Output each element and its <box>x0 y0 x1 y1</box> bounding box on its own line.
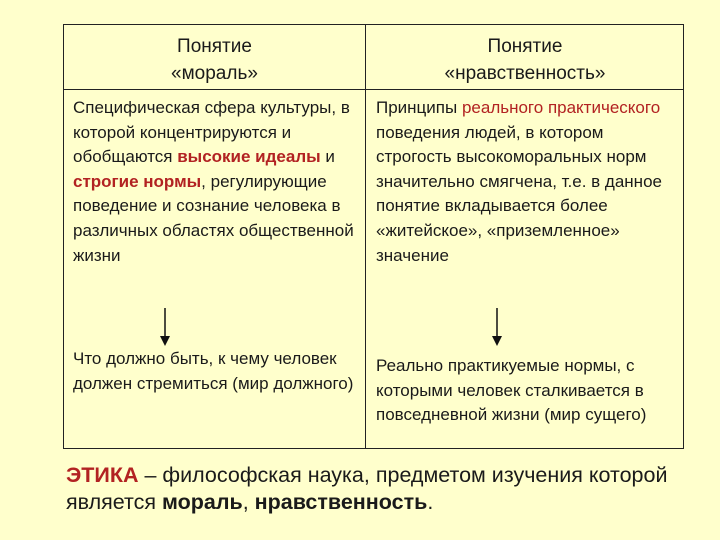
morality-definition-text1: Специфическая сфера культуры, в которой концентрируются и обобщаются <box>73 98 350 167</box>
down-arrow-icon <box>157 308 173 348</box>
header-divider <box>64 89 683 90</box>
footer-morality: мораль <box>161 490 243 514</box>
strict-norms-highlight: строгие нормы <box>73 171 202 191</box>
header-morality-line1: Понятие <box>177 36 252 57</box>
morality-definition-text2: и <box>320 147 335 167</box>
ethics-definition-footer <box>66 462 706 516</box>
header-ethics-line1: Понятие <box>487 36 563 57</box>
ethics-summary: Реально практикуемые нормы, с которыми человек сталкивается в повседневной жизни (мир сущего) <box>376 356 647 425</box>
comparison-table <box>63 24 684 449</box>
ethics-definition <box>376 96 681 268</box>
footer-ethics: нравственность <box>254 490 428 514</box>
morality-definition-text3: , регулирующие поведение и сознание человека в различных областях общественной жизни <box>73 171 354 265</box>
footer-separator: , <box>242 490 255 514</box>
real-practical-highlight: реального практического <box>461 98 661 117</box>
header-ethics-line2: «нравственность» <box>444 63 606 84</box>
header-morality <box>64 33 365 87</box>
footer-text1: – философская наука, предметом изучения которой является <box>66 463 668 514</box>
ethics-term: ЭТИКА <box>66 463 139 487</box>
header-ethics <box>366 33 684 87</box>
ethics-definition-text2: поведения людей, в котором строгость высокоморальных норм значительно смягчена, т.е. в данное понятие вкладывается более «житейское», «приземленное» значение <box>376 122 662 265</box>
morality-summary: Что должно быть, к чему человек должен стремиться (мир должного) <box>73 349 354 393</box>
header-morality-line2: «мораль» <box>171 63 258 84</box>
high-ideals-highlight: высокие идеалы <box>177 147 321 167</box>
footer-end: . <box>427 490 434 514</box>
down-arrow-icon <box>489 308 505 348</box>
morality-definition <box>73 96 363 268</box>
ethics-definition-text1: Принципы <box>376 98 462 117</box>
